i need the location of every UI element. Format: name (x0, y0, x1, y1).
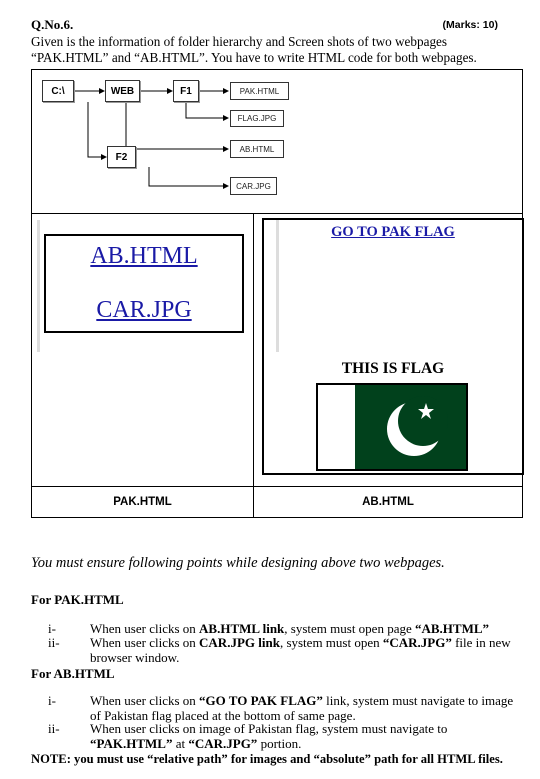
ab-html-link[interactable]: AB.HTML (90, 243, 198, 269)
pak-link-box (44, 234, 244, 333)
pak-caption: PAK.HTML (32, 487, 254, 518)
flag-title: THIS IS FLAG (341, 360, 445, 377)
question-intro: Given is the information of folder hierarchy and Screen shots of two webpages “PAK.HTML” and “AB.HTML”. You have to write HTML code for both webpages. (31, 34, 477, 65)
folder-f2: F2 (107, 146, 136, 168)
folder-f1: F1 (173, 80, 199, 102)
ab-screenshot (254, 214, 523, 487)
pakistan-flag-image[interactable] (316, 383, 468, 471)
file-flag-jpg: FLAG.JPG (230, 110, 284, 127)
question-number: Q.No.6. (31, 17, 74, 32)
ab-page-box (262, 218, 524, 475)
ab-section-heading: For AB.HTML (31, 666, 115, 681)
pak-item-2: ii- When user clicks on CAR.JPG link, system must open “CAR.JPG” file in new browser window. (48, 635, 511, 665)
question-table (31, 69, 523, 518)
instructions-heading: You must ensure following points while designing above two webpages. (31, 555, 445, 571)
folder-diagram (32, 70, 523, 214)
marks-label: (Marks: 10) (442, 19, 498, 31)
car-jpg-link[interactable]: CAR.JPG (96, 297, 192, 323)
pak-screenshot (32, 214, 254, 487)
ab-item-1: i- When user clicks on “GO TO PAK FLAG” link, system must navigate to image of Pakistan flag placed at the bottom of same page. (48, 693, 514, 723)
folder-web: WEB (105, 80, 140, 102)
note-text: NOTE: you must use “relative path” for images and “absolute” path for all HTML files. (31, 752, 503, 766)
file-pak-html: PAK.HTML (230, 82, 289, 100)
pak-section-heading: For PAK.HTML (31, 592, 124, 607)
ab-item-2: ii- When user clicks on image of Pakistan flag, system must navigate to “PAK.HTML” at “CAR.JPG” portion. (48, 721, 448, 751)
pak-item-1: i- When user clicks on AB.HTML link, system must open page “AB.HTML” (48, 621, 490, 636)
file-car-jpg: CAR.JPG (230, 177, 277, 195)
go-to-pak-flag-link[interactable]: GO TO PAK FLAG (331, 224, 455, 240)
folder-c-drive: C:\ (42, 80, 74, 102)
file-ab-html: AB.HTML (230, 140, 284, 158)
ab-caption: AB.HTML (254, 487, 523, 518)
